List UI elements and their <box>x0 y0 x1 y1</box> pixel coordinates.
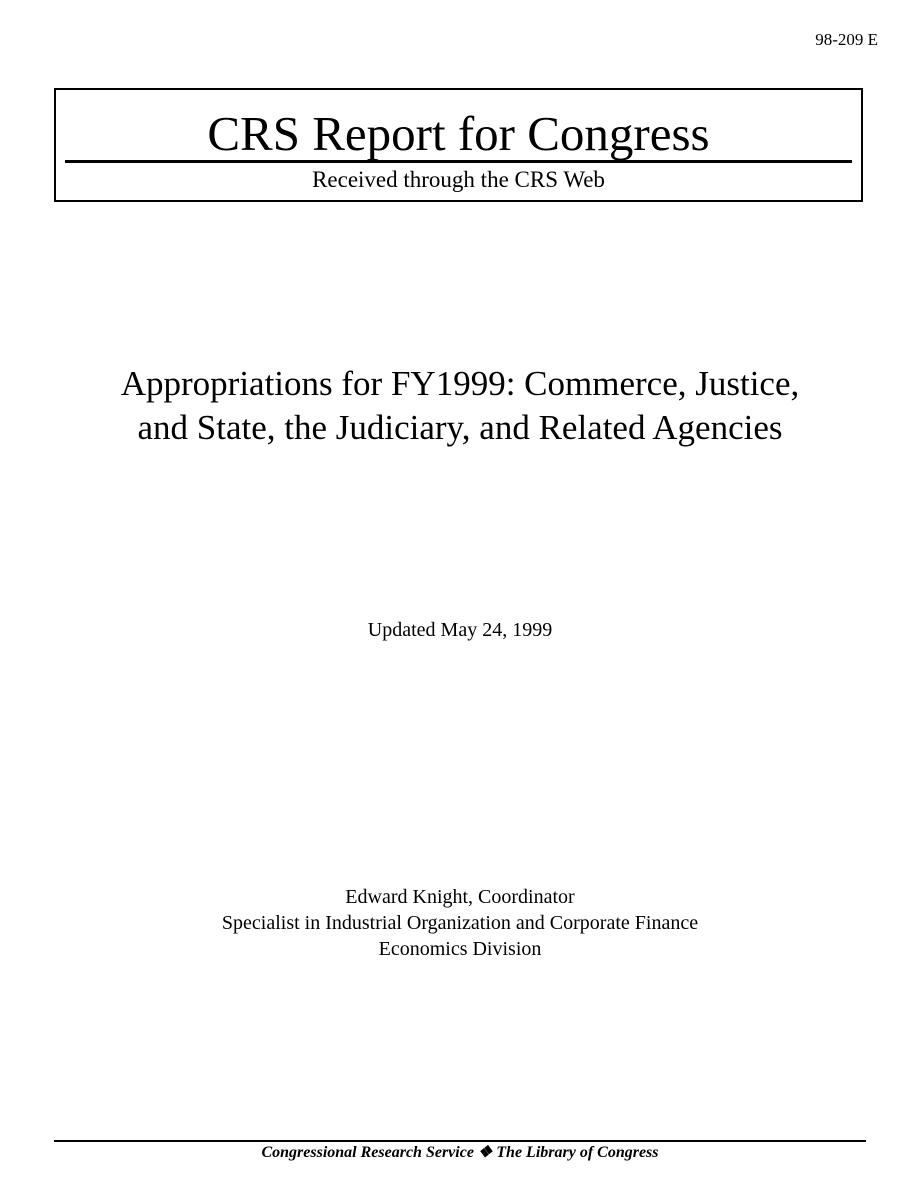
updated-date: Updated May 24, 1999 <box>367 619 553 641</box>
author-name: Edward Knight, Coordinator <box>345 886 575 908</box>
masthead-rule <box>65 160 852 163</box>
document-title <box>40 362 880 450</box>
masthead-box <box>54 88 863 202</box>
document-title-line-2: and State, the Judiciary, and Related Agencies <box>137 408 783 447</box>
masthead-title: CRS Report for Congress <box>207 106 710 161</box>
report-number: 98-209 E <box>815 30 878 49</box>
footer-rule <box>54 1140 866 1142</box>
author-division: Economics Division <box>378 938 542 960</box>
footer-text: Congressional Research Service ❖ The Library of Congress <box>261 1144 659 1161</box>
document-title-line-1: Appropriations for FY1999: Commerce, Justice, <box>120 364 800 403</box>
masthead-subtitle: Received through the CRS Web <box>312 167 605 192</box>
author-position: Specialist in Industrial Organization and Corporate Finance <box>221 912 699 934</box>
author-block <box>0 884 920 962</box>
